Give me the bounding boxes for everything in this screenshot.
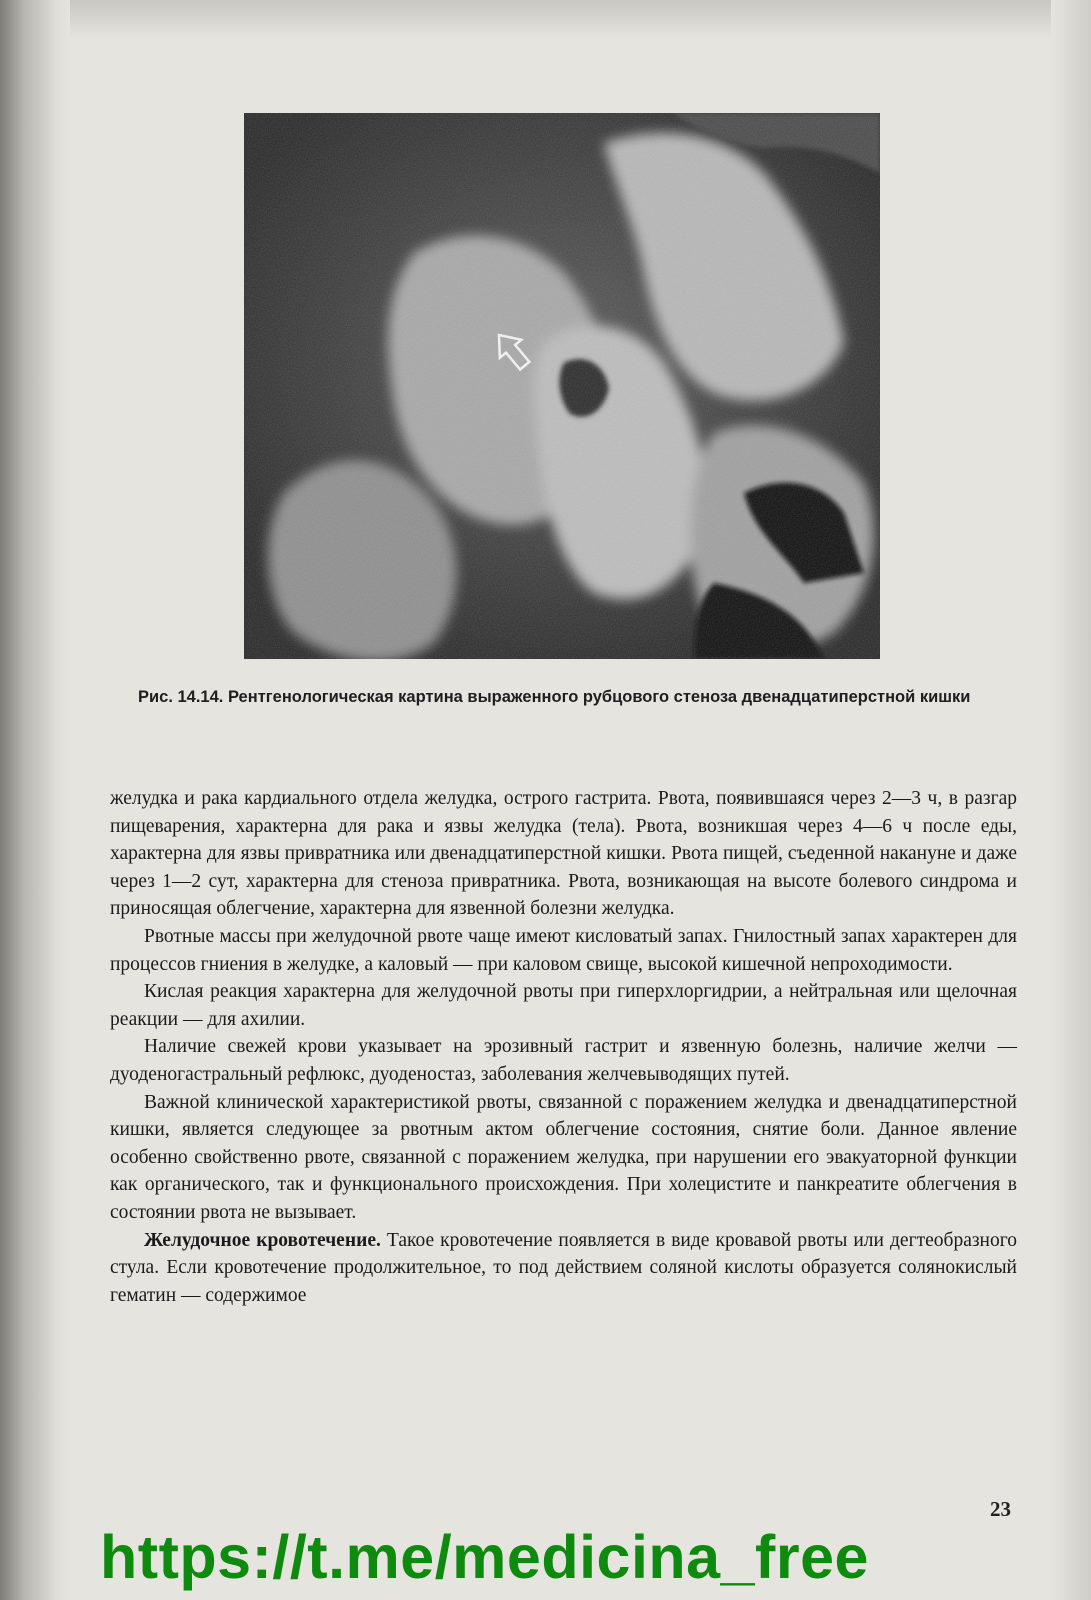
page-top-shadow: [0, 0, 1091, 40]
page-right-edge: [1051, 0, 1091, 1600]
paragraph-3: Кислая реакция характерна для желудочной рвоты при гиперхлоргидрии, а нейтральная или щелочная реакции — для ахилии.: [110, 981, 1017, 1030]
xray-figure: [244, 113, 880, 659]
telegram-watermark-link[interactable]: https://t.me/medicina_free: [100, 1523, 869, 1591]
page-binding-shadow: [0, 0, 70, 1600]
paragraph-6: [110, 1227, 1017, 1310]
paragraph-5: Важной клинической характеристикой рвоты, связанной с поражением желудка и двенадцатиперстной кишки, является следующее за рвотным актом облегчение состояния, снятие боли. Данное явление особенно свойственно рвоте, связанной с поражением желудка, при нарушении его эвакуаторной функции как органического, так и функционального происхождения. При холецистите и панкреатите облегчения в состоянии рвота не вызывает.: [110, 1091, 1017, 1223]
figure-caption: Рис. 14.14. Рентгенологическая картина выраженного рубцового стеноза двенадцатиперстной кишки: [138, 688, 971, 706]
paragraph-6-heading: Желудочное кровотечение.: [144, 1229, 381, 1251]
paragraph-1: желудка и рака кардиального отдела желудка, острого гастрита. Рвота, появившаяся через 2—3 ч, в разгар пищеварения, характерна для рака и язвы желудка (тела). Рвота, возникшая через 4—6 ч после еды, характерна для язвы привратника или двенадцатиперстной кишки. Рвота пищей, съеденной накануне и даже через 1—2 сут, характерна для стеноза привратника. Рвота, возникающая на высоте болевого синдрома и приносящая облегчение, характерна для язвенной болезни желудка.: [110, 788, 1017, 920]
paragraph-6-text: Такое кровотечение появляется в виде кровавой рвоты или дегтеобразного стула. Если кровотечение продолжительное, то под действием соляной кислоты образуется солянокислый гематин — содержимое: [110, 1229, 1017, 1306]
paragraph-2: Рвотные массы при желудочной рвоте чаще имеют кисловатый запах. Гнилостный запах характерен для процессов гниения в желудке, а каловый — при каловом свище, высокой кишечной непроходимости.: [110, 925, 1017, 975]
xray-image: [244, 113, 880, 659]
main-text: [110, 785, 1017, 1309]
page-number: 23: [990, 1497, 1011, 1521]
paragraph-4: Наличие свежей крови указывает на эрозивный гастрит и язвенную болезнь, наличие желчи — дуоденогастральный рефлюкс, дуоденостаз, заболевания желчевыводящих путей.: [110, 1036, 1017, 1085]
